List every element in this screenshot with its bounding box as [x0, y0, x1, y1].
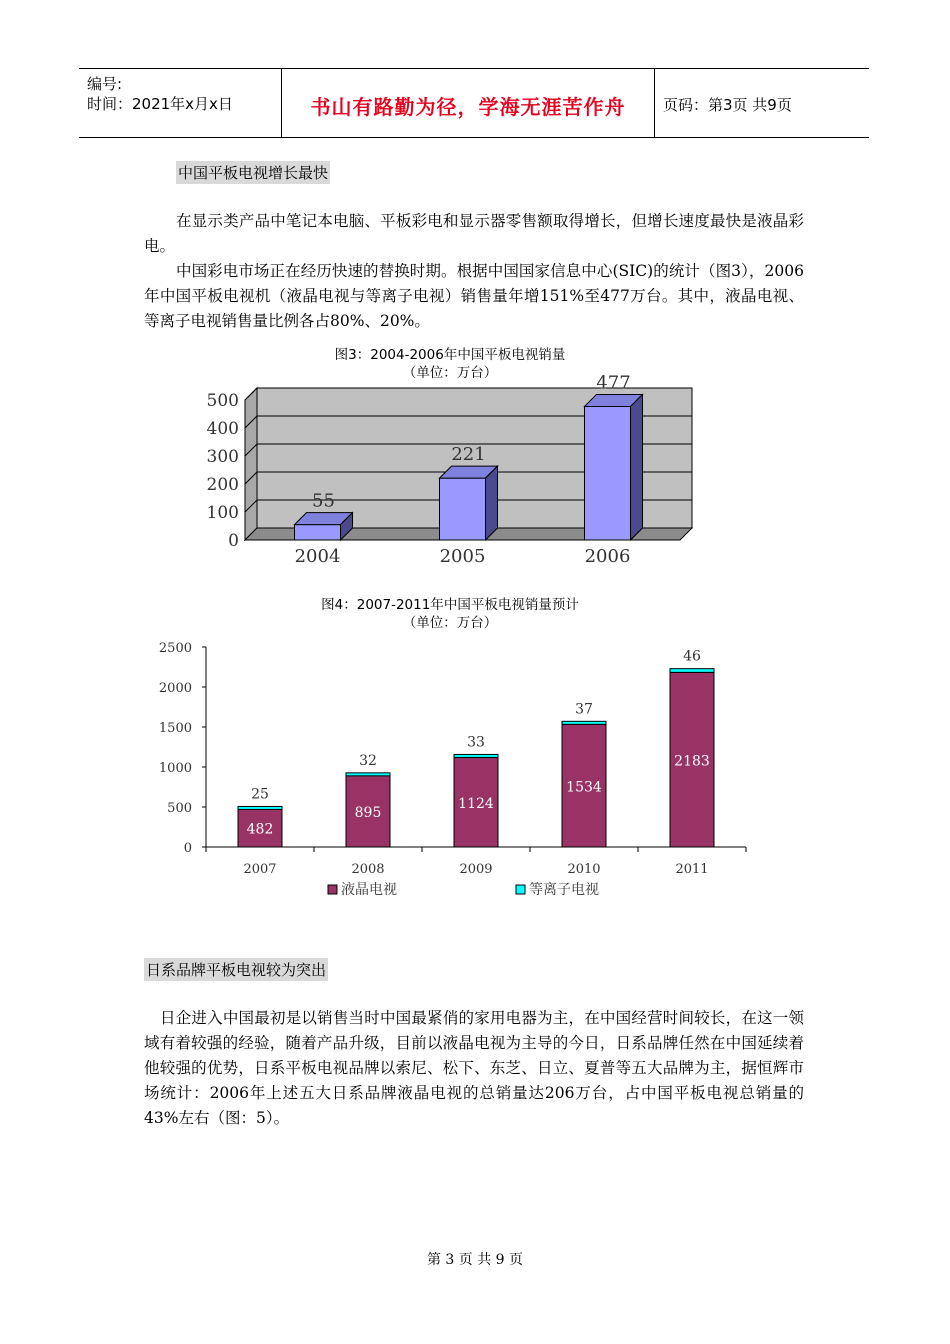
chart3-ytick-label: 300	[206, 447, 239, 467]
chart3-ytick-label: 500	[206, 391, 239, 411]
chart4-plasma-data-label: 32	[359, 752, 377, 769]
header-number-label: 编号:	[87, 75, 123, 93]
section-heading-japanese-brands: 日系品牌平板电视较为突出	[144, 958, 328, 981]
chart3-bar-front	[440, 478, 486, 540]
chart4-lcd-data-label: 482	[246, 821, 274, 838]
chart3-bar-front	[585, 406, 631, 540]
chart4-legend-swatch-lcd	[328, 885, 337, 894]
chart3-data-label: 221	[451, 444, 486, 466]
chart4-plasma-data-label: 33	[467, 734, 485, 751]
chart3-xtick-label: 2005	[439, 546, 486, 567]
header-time-label: 时间：2021年x月x日	[87, 95, 233, 113]
chart4-ytick-label: 2500	[158, 641, 192, 656]
chart4-bar-plasma	[238, 806, 282, 809]
chart3-bar-side	[486, 466, 498, 540]
chart4-legend-label-lcd: 液晶电视	[341, 882, 397, 898]
chart3-3d-bar-chart	[195, 370, 715, 575]
header-motto-cell	[282, 69, 655, 137]
section-heading-flat-tv-growth: 中国平板电视增长最快	[176, 161, 330, 184]
page-header	[79, 68, 869, 138]
chart3-bar-side	[631, 394, 643, 540]
chart4-bar-plasma	[562, 721, 606, 724]
chart4-lcd-data-label: 1124	[458, 796, 494, 813]
page-footer: 第 3 页 共 9 页	[426, 1252, 524, 1268]
chart4-legend-label-plasma: 等离子电视	[529, 882, 599, 898]
chart3-xtick-label: 2006	[584, 546, 631, 567]
chart4-ytick-label: 0	[183, 841, 192, 856]
chart4-title: 图4：2007-2011年中国平板电视销量预计	[321, 597, 579, 613]
chart3-subtitle: （单位：万台）	[402, 365, 498, 381]
header-meta-cell	[79, 69, 282, 137]
chart4-plasma-data-label: 25	[251, 786, 269, 803]
chart4-ytick-label: 2000	[158, 681, 192, 696]
chart3-ytick-label: 200	[206, 475, 239, 495]
chart4-xtick-label: 2011	[675, 862, 709, 877]
chart4-xtick-label: 2009	[459, 862, 493, 877]
chart4-bar-plasma	[670, 669, 714, 673]
chart4-xtick-label: 2008	[351, 862, 385, 877]
chart3-data-label: 55	[312, 490, 335, 512]
chart4-ytick-label: 1500	[158, 721, 192, 736]
header-page-cell	[655, 69, 869, 137]
header-motto: 书山有路勤为径，学海无涯苦作舟	[310, 95, 626, 119]
chart4-ytick-label: 1000	[158, 761, 192, 776]
chart3-xtick-label: 2004	[294, 546, 341, 567]
chart4-xtick-label: 2007	[243, 862, 277, 877]
chart3-ytick-label: 0	[228, 531, 239, 551]
chart4-plasma-data-label: 46	[683, 648, 701, 665]
paragraph-market-replacement: 中国彩电市场正在经历快速的替换时期。根据中国国家信息中心(SIC)的统计（图3），2006年中国平板电视机（液晶电视与等离子电视）销售量年增151%至477万台。其中，液晶电视、等离子电视销售量比例各占80%、20%。	[144, 262, 804, 330]
chart4-plasma-data-label: 37	[575, 701, 593, 718]
chart3-ytick-label: 100	[206, 503, 239, 523]
chart4-legend-swatch-plasma	[516, 885, 525, 894]
chart4-bar-plasma	[346, 773, 390, 776]
header-page-label: 页码：第3页 共9页	[663, 96, 792, 114]
chart4-lcd-data-label: 895	[354, 805, 382, 822]
paragraph-japanese-brands: 日企进入中国最初是以销售当时中国最紧俏的家用电器为主，在中国经营时间较长，在这一领域有着较强的经验，随着产品升级，目前以液晶电视为主导的今日，日系品牌任然在中国延续着他较强的优势，日系平板电视品牌以索尼、松下、东芝、日立、夏普等五大品牌为主，据恒辉市场统计：2006年上述五大日系品牌液晶电视的总销量达206万台，占中国平板电视总销量的43%左右（图：5）。	[144, 1009, 804, 1127]
chart4-lcd-data-label: 2183	[674, 753, 710, 770]
chart4-ytick-label: 500	[167, 801, 192, 816]
chart3-side-wall	[245, 388, 257, 540]
chart3-bar-front	[295, 525, 341, 540]
chart3-ytick-label: 400	[206, 419, 239, 439]
chart4-bar-plasma	[454, 754, 498, 757]
paragraph-display-products: 在显示类产品中笔记本电脑、平板彩电和显示器零售额取得增长，但增长速度最快是液晶彩电。	[144, 212, 804, 255]
chart4-subtitle: （单位：万台）	[402, 615, 498, 631]
chart4-lcd-data-label: 1534	[566, 779, 602, 796]
chart4-xtick-label: 2010	[567, 862, 601, 877]
chart3-data-label: 477	[596, 372, 631, 394]
chart3-title: 图3：2004-2006年中国平板电视销量	[334, 347, 566, 363]
chart4-stacked-bar-chart	[150, 632, 780, 912]
